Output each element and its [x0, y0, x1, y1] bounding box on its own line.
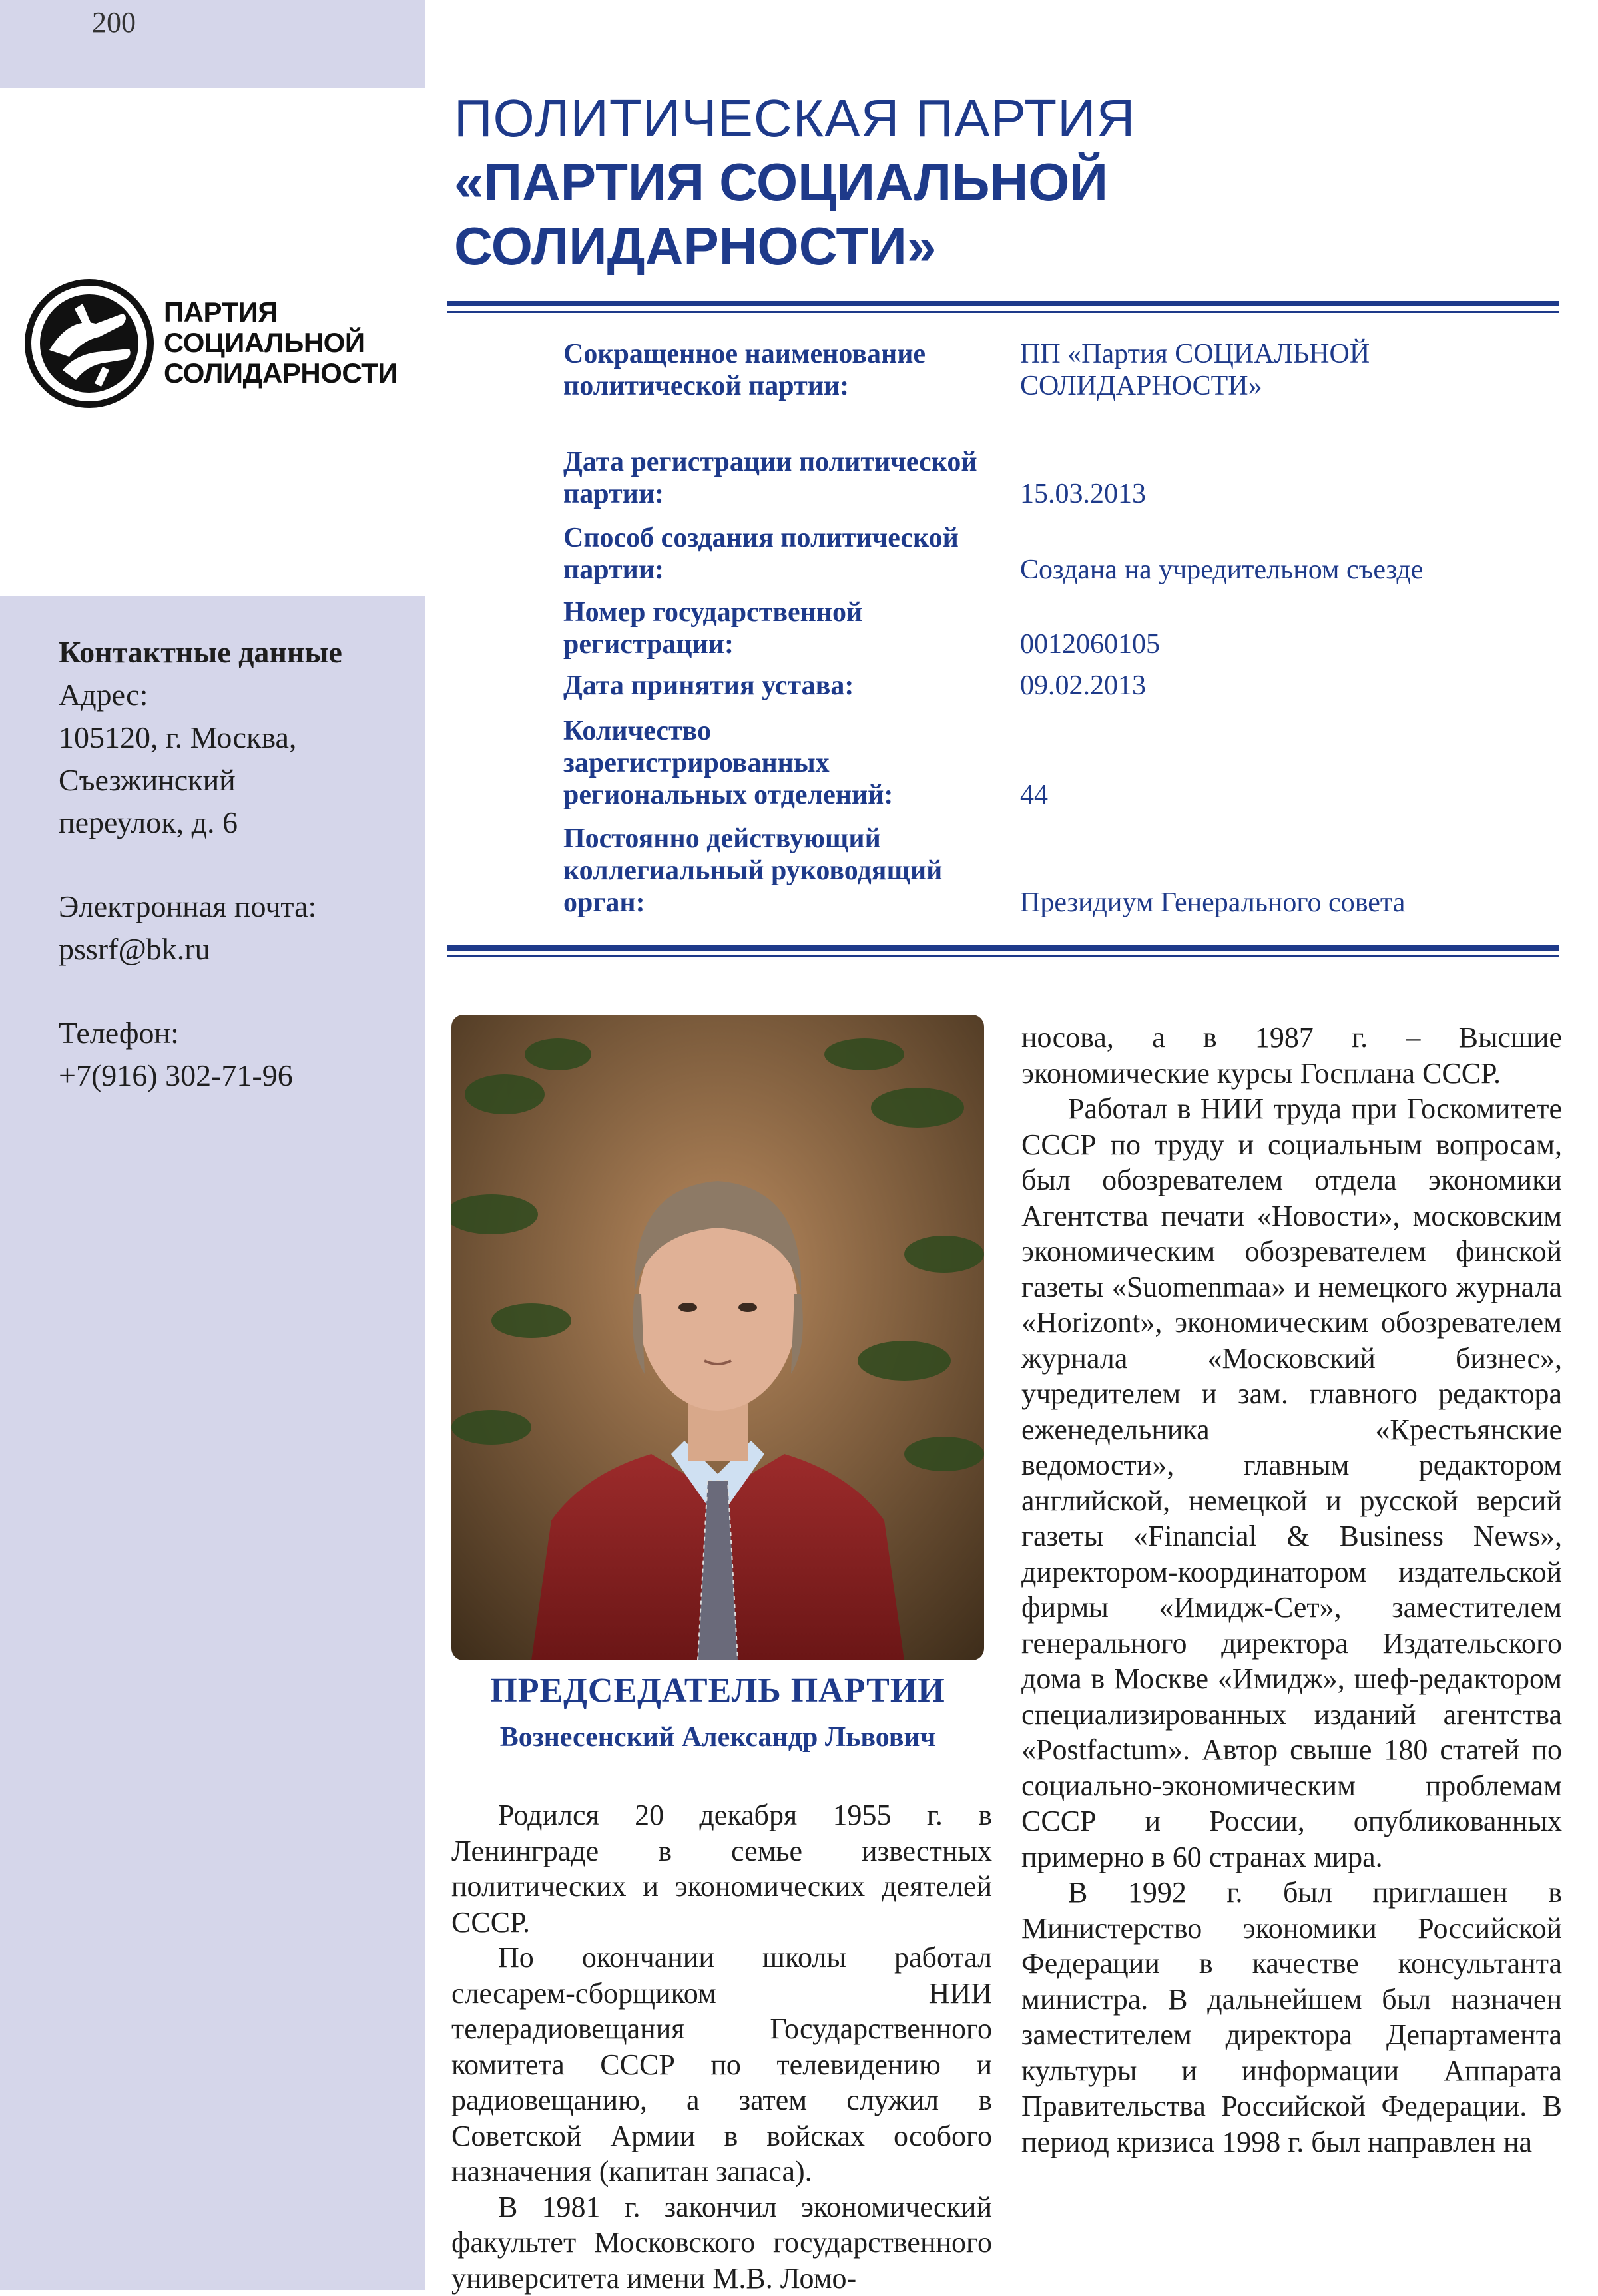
- party-logo: [23, 277, 422, 417]
- bio-paragraph: Родился 20 декабря 1955 г. в Ленинграде в семье известных политических и экономических деятелей СССР.: [451, 1797, 992, 1940]
- logo-line-1: ПАРТИЯ: [164, 297, 398, 328]
- bio-paragraph: В 1981 г. закончил экономический факультет Московского государственного университета имени М.В. Ломо-: [451, 2189, 992, 2296]
- info-label: Постоянно действующий коллегиальный руководящий орган:: [563, 823, 1003, 919]
- chairman-photo: [451, 1015, 984, 1660]
- info-value: Президиум Генерального совета: [1020, 887, 1566, 919]
- info-row-regional-branches: [563, 715, 1562, 815]
- page-number-band: [0, 0, 425, 88]
- logo-line-3: СОЛИДАРНОСТИ: [164, 358, 398, 389]
- info-label: Дата принятия устава:: [563, 670, 1016, 702]
- photo-caption-name: Вознесенский Александр Львович: [451, 1722, 984, 1753]
- info-row-creation-method: [563, 522, 1562, 588]
- address-label: Адрес:: [59, 674, 418, 716]
- info-label: Количество зарегистрированных региональных отделений:: [563, 715, 963, 811]
- page-title: [454, 87, 1586, 278]
- email-value: pssrf@bk.ru: [59, 928, 418, 971]
- contacts-heading: Контактные данные: [59, 631, 418, 674]
- photo-caption-title: ПРЕДСЕДАТЕЛЬ ПАРТИИ: [451, 1671, 984, 1710]
- bottom-divider: [447, 945, 1559, 957]
- address-line-2: Съезжинский: [59, 759, 418, 802]
- info-value: Создана на учредительном съезде: [1020, 554, 1566, 586]
- info-row-short-name: [563, 338, 1562, 405]
- info-label: Способ создания политической партии:: [563, 522, 1016, 586]
- title-line-3: СОЛИДАРНОСТИ»: [454, 214, 1586, 278]
- info-row-registration-date: [563, 446, 1562, 513]
- logo-line-2: СОЦИАЛЬНОЙ: [164, 328, 398, 358]
- biography-right-column: [1021, 1020, 1562, 2160]
- contact-details: [59, 631, 418, 1097]
- party-emblem-icon: [23, 277, 156, 410]
- info-row-governing-body: [563, 823, 1562, 923]
- info-label: Сокращенное наименование политической партии:: [563, 338, 1016, 402]
- info-label: Номер государственной регистрации:: [563, 596, 1016, 660]
- top-divider: [447, 301, 1559, 313]
- biography-left-column: [451, 1797, 992, 2296]
- title-line-1: ПОЛИТИЧЕСКАЯ ПАРТИЯ: [454, 87, 1586, 150]
- info-value: 0012060105: [1020, 628, 1566, 660]
- page-number: 200: [92, 5, 136, 39]
- email-label: Электронная почта:: [59, 885, 418, 928]
- title-line-2: «ПАРТИЯ СОЦИАЛЬНОЙ: [454, 150, 1586, 214]
- phone-label: Телефон:: [59, 1012, 418, 1054]
- bio-paragraph: В 1992 г. был приглашен в Министерство экономики Российской Федерации в качестве консультанта министра. В дальнейшем был назначен заместителем директора Департамента культуры и информации Аппарата Правительства Российской Федерации. В период кризиса 1998 г. был направлен на: [1021, 1875, 1562, 2160]
- logo-text: [164, 297, 398, 389]
- info-value: 15.03.2013: [1020, 478, 1566, 510]
- address-line-3: переулок, д. 6: [59, 802, 418, 844]
- phone-value: +7(916) 302-71-96: [59, 1054, 418, 1097]
- info-label: Дата регистрации политической партии:: [563, 446, 1016, 510]
- info-row-registration-number: [563, 596, 1562, 663]
- address-line-1: 105120, г. Москва,: [59, 716, 418, 759]
- info-value: ПП «Партия СОЦИАЛЬНОЙ СОЛИДАРНОСТИ»: [1020, 338, 1566, 402]
- info-value: 09.02.2013: [1020, 670, 1566, 702]
- bio-paragraph: По окончании школы работал слесарем-сборщиком НИИ телерадиовещания Государственного комитета СССР по телевидению и радиовещанию, а затем служил в Советской Армии в войсках особого назначения (капитан запаса).: [451, 1940, 992, 2189]
- info-value: 44: [1020, 779, 1566, 811]
- bio-paragraph: носова, а в 1987 г. – Высшие экономические курсы Госплана СССР.: [1021, 1020, 1562, 1091]
- bio-paragraph: Работал в НИИ труда при Госкомитете СССР по труду и социальным вопросам, был обозревателем отдела экономики Агентства печати «Новости», московским экономическим обозревателем финской газеты «Suomenmaa» и немецкого журнала «Horizont», экономическим обозревателем журнала «Московский бизнес», учредителем и зам. главного редактора еженедельника «Крестьянские ведомости», главным редактором английской, немецкой и русской версий газеты «Financial & Business News», директором-координатором издательской фирмы «Имидж-Сет», заместителем генерального директора Издательского дома в Москве «Имидж», шеф-редактором специализированных изданий агентства «Postfactum». Автор свыше 180 статей по социально-экономическим проблемам СССР и России, опубликованных примерно в 60 странах мира.: [1021, 1091, 1562, 1875]
- info-row-charter-date: [563, 670, 1562, 704]
